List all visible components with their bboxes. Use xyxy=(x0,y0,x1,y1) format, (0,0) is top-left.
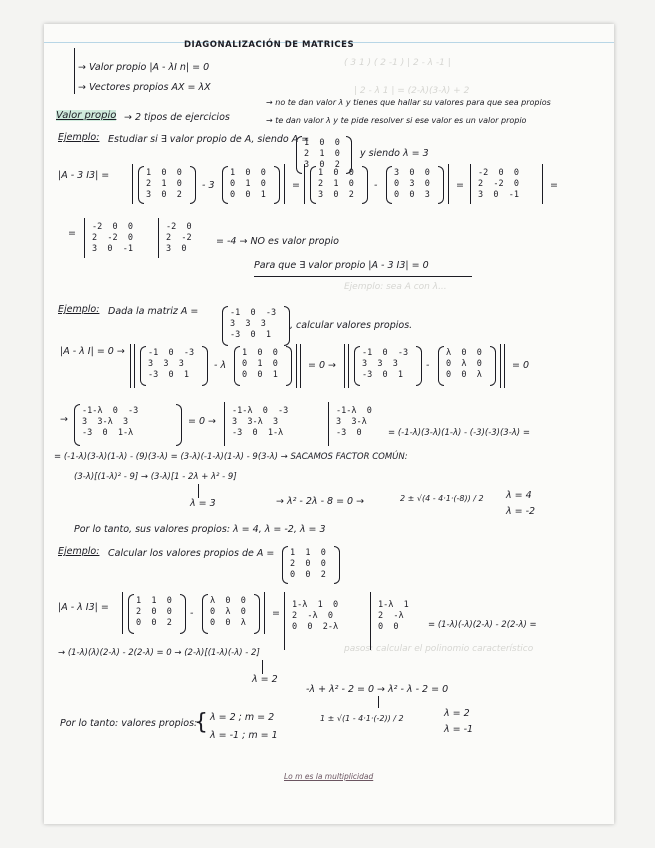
matrix-A1-copy: 1 0 0 2 1 0 3 0 2 xyxy=(146,168,182,200)
matrix-A2-copy: -1 0 -3 3 3 3 -3 0 1 xyxy=(362,348,409,380)
det-bar xyxy=(158,218,159,258)
eigenvalue-minus-1-multiplicity: λ = -1 ; m = 1 xyxy=(210,730,278,741)
tipo-note-1: → no te dan valor λ y tienes que hallar su valores para que sea propios xyxy=(266,98,551,107)
bracket-right xyxy=(438,166,444,204)
bracket-right xyxy=(490,346,496,386)
det-bar xyxy=(296,344,297,388)
bracket-right xyxy=(202,346,208,386)
minus-sign: - xyxy=(190,608,194,619)
bracket-right xyxy=(254,594,260,634)
det-bar xyxy=(448,164,449,204)
example-3-lhs: |A - λ I3| = xyxy=(58,602,109,613)
notebook-page xyxy=(44,24,614,824)
multiplicity-note: Lo m es la multiplicidad xyxy=(284,772,374,781)
matrix-A2: -1 0 -3 3 3 3 -3 0 1 xyxy=(230,308,277,340)
det-bar xyxy=(300,344,301,388)
example-2-root-minus-2: λ = -2 xyxy=(506,506,536,517)
example-3-statement: Calcular los valores propios de A = xyxy=(108,548,275,559)
bracket-left xyxy=(222,166,228,204)
det-bar xyxy=(284,164,285,204)
matrix-M3-extension: 1-λ 1 2 -λ 0 0 xyxy=(378,600,409,632)
minus-lambda-text: - λ xyxy=(214,360,227,371)
example-3-root-2b: λ = 2 xyxy=(444,708,470,719)
bleed-through-text: ( 3 1 ) ( 2 -1 ) | 2 - λ -1 | xyxy=(344,58,451,68)
bracket-left xyxy=(296,136,302,174)
matrix-A1-copy: 1 0 0 2 1 0 3 0 2 xyxy=(318,168,354,200)
example-1-lhs: |A - 3 I3| = xyxy=(58,170,110,181)
bracket-left xyxy=(234,346,240,386)
matrix-lambda-I: λ 0 0 0 λ 0 0 0 λ xyxy=(446,348,482,380)
example-3-step-a: = (1-λ)(-λ)(2-λ) - 2(2-λ) = xyxy=(428,620,537,630)
example-3-formula: 1 ± √(1 - 4·1·(-2)) / 2 xyxy=(320,714,404,723)
det-bar xyxy=(132,164,133,204)
matrix-3I: 3 0 0 0 3 0 0 0 3 xyxy=(394,168,430,200)
eigenvalue-2-multiplicity: λ = 2 ; m = 2 xyxy=(210,712,275,723)
matrix-I3: 1 0 0 0 1 0 0 0 1 xyxy=(242,348,278,380)
definition-vectores-propios: → Vectores propios AX = λX xyxy=(78,82,211,93)
example-2-step-c: (3-λ)[(1-λ)² - 9] → (3-λ)[1 - 2λ + λ² - 9] xyxy=(74,472,237,482)
example-2-statement-end: , calcular valores propios. xyxy=(290,320,413,331)
bleed-through-text: Ejemplo: sea A con λ... xyxy=(344,282,447,292)
det-bar xyxy=(470,164,471,204)
example-3-root-2: λ = 2 xyxy=(252,674,278,685)
example-2-label: Ejemplo: xyxy=(58,304,100,315)
bracket-right xyxy=(416,346,422,386)
det-bar xyxy=(328,402,329,446)
matrix-M2-sarrus: -1-λ 0 -3 3 3-λ 3 -3 0 1-λ xyxy=(232,406,289,438)
definition-valor-propio: → Valor propio |A - λI n| = 0 xyxy=(78,62,210,73)
example-2-formula: 2 ± √(4 - 4·1·(-8)) / 2 xyxy=(400,494,484,503)
example-2-root-3: λ = 3 xyxy=(190,498,216,509)
arrow-down xyxy=(262,660,263,674)
example-1-statement: Estudiar si ∃ valor propio de A, siendo A = xyxy=(108,134,310,145)
det-bar xyxy=(264,592,265,634)
det-bar xyxy=(504,344,505,388)
det-bar xyxy=(130,344,131,388)
equals-sign: = xyxy=(456,180,464,191)
det-bar xyxy=(284,592,285,650)
equals-sign: = xyxy=(272,608,280,619)
bracket-left xyxy=(202,594,208,634)
det-bar xyxy=(224,402,225,446)
equals-zero-arrow: = 0 → xyxy=(308,360,337,371)
bracket-left xyxy=(222,306,228,346)
example-3-label: Ejemplo: xyxy=(58,546,100,557)
minus-3-text: - 3 xyxy=(202,180,215,191)
matrix-R1: -2 0 2 -2 3 0 xyxy=(166,222,192,254)
tipos-arrow-text: → 2 tipos de ejercicios xyxy=(124,112,230,123)
equals-zero-arrow: = 0 → xyxy=(188,416,217,427)
example-2-quadratic: → λ² - 2λ - 8 = 0 → xyxy=(276,496,365,507)
minus-sign: - xyxy=(374,180,378,191)
bracket-right xyxy=(274,166,280,204)
definition-bracket xyxy=(74,48,75,94)
det-bar xyxy=(344,344,345,388)
det-bar xyxy=(122,592,123,634)
bracket-right xyxy=(190,166,196,204)
matrix-A3: 1 1 0 2 0 0 0 0 2 xyxy=(290,548,326,580)
curly-brace: { xyxy=(194,710,208,735)
det-bar xyxy=(134,344,135,388)
det-bar xyxy=(84,218,85,258)
bracket-right xyxy=(362,166,368,204)
equals-sign: = xyxy=(292,180,300,191)
example-1-label: Ejemplo: xyxy=(58,132,100,143)
bracket-right xyxy=(334,546,340,584)
example-1-lambda: y siendo λ = 3 xyxy=(360,148,429,159)
tipo-note-2: → te dan valor λ y te pide resolver si ese valor es un valor propio xyxy=(266,116,527,125)
example-3-quadratic: -λ + λ² - 2 = 0 → λ² - λ - 2 = 0 xyxy=(306,684,449,695)
matrix-M2: -1-λ 0 -3 3 3-λ 3 -3 0 1-λ xyxy=(82,406,139,438)
matrix-A1: 1 0 0 2 1 0 3 0 2 xyxy=(304,138,340,170)
bleed-through-text: pasos: calcular el polinomio característico xyxy=(344,644,534,654)
matrix-A3-copy: 1 1 0 2 0 0 0 0 2 xyxy=(136,596,172,628)
example-2-root-4: λ = 4 xyxy=(506,490,532,501)
example-2-statement: Dada la matriz A = xyxy=(108,306,199,317)
bracket-left xyxy=(138,166,144,204)
example-3-step-b: → (1-λ)(λ)(2-λ) - 2(2-λ) = 0 → (2-λ)[(1-λ)(-λ) - 2] xyxy=(58,648,260,658)
example-1-conclusion: Para que ∃ valor propio |A - 3 I3| = 0 xyxy=(254,260,429,271)
det-bar xyxy=(500,344,501,388)
det-bar xyxy=(304,164,305,204)
matrix-A2-copy: -1 0 -3 3 3 3 -3 0 1 xyxy=(148,348,195,380)
bracket-left xyxy=(140,346,146,386)
bracket-right xyxy=(176,404,182,446)
example-3-root-minus-1: λ = -1 xyxy=(444,724,474,735)
equals-zero: = 0 xyxy=(512,360,530,371)
example-3-conclusion: Por lo tanto: valores propios: xyxy=(60,718,198,729)
example-2-lhs: |A - λ I| = 0 → xyxy=(60,346,125,357)
det-bar xyxy=(348,344,349,388)
matrix-I3: 1 0 0 0 1 0 0 0 1 xyxy=(230,168,266,200)
arrow-down xyxy=(378,696,379,708)
det-bar xyxy=(542,164,543,204)
page-title: DIAGONALIZACIÓN DE MATRICES xyxy=(184,40,355,50)
section-label-valor-propio: Valor propio xyxy=(56,110,117,121)
arrow-down xyxy=(198,484,199,498)
det-bar xyxy=(370,592,371,650)
bracket-left xyxy=(310,166,316,204)
underline xyxy=(254,276,472,277)
arrow: → xyxy=(60,414,68,425)
equals-sign: = xyxy=(550,180,558,191)
matrix-lambda-I: λ 0 0 0 λ 0 0 0 λ xyxy=(210,596,246,628)
example-2-step-a: = (-1-λ)(3-λ)(1-λ) - (-3)(-3)(3-λ) = xyxy=(388,428,530,438)
example-2-conclusion: Por lo tanto, sus valores propios: λ = 4, λ = -2, λ = 3 xyxy=(74,524,326,535)
bracket-left xyxy=(438,346,444,386)
matrix-M2-extension: -1-λ 0 3 3-λ -3 0 xyxy=(336,406,372,438)
bracket-left xyxy=(282,546,288,584)
minus-sign: - xyxy=(426,360,430,371)
bleed-through-text: | 2 - λ 1 | = (2-λ)(3-λ) + 2 xyxy=(354,86,470,96)
bracket-left xyxy=(74,404,80,446)
bracket-left xyxy=(354,346,360,386)
example-1-result: = -4 → NO es valor propio xyxy=(216,236,339,247)
matrix-D1: -2 0 0 2 -2 0 3 0 -1 xyxy=(478,168,519,200)
bracket-right xyxy=(180,594,186,634)
matrix-M3-sarrus: 1-λ 1 0 2 -λ 0 0 0 2-λ xyxy=(292,600,339,632)
bracket-left xyxy=(386,166,392,204)
bracket-left xyxy=(128,594,134,634)
example-2-step-b: = (-1-λ)(3-λ)(1-λ) - (9)(3-λ) = (3-λ)(-1-λ)(1-λ) - 9(3-λ) → SACAMOS FACTOR COMÚN: xyxy=(54,452,408,462)
matrix-D1-sarrus: -2 0 0 2 -2 0 3 0 -1 xyxy=(92,222,133,254)
bracket-right xyxy=(286,346,292,386)
equals-sign: = xyxy=(68,228,76,239)
